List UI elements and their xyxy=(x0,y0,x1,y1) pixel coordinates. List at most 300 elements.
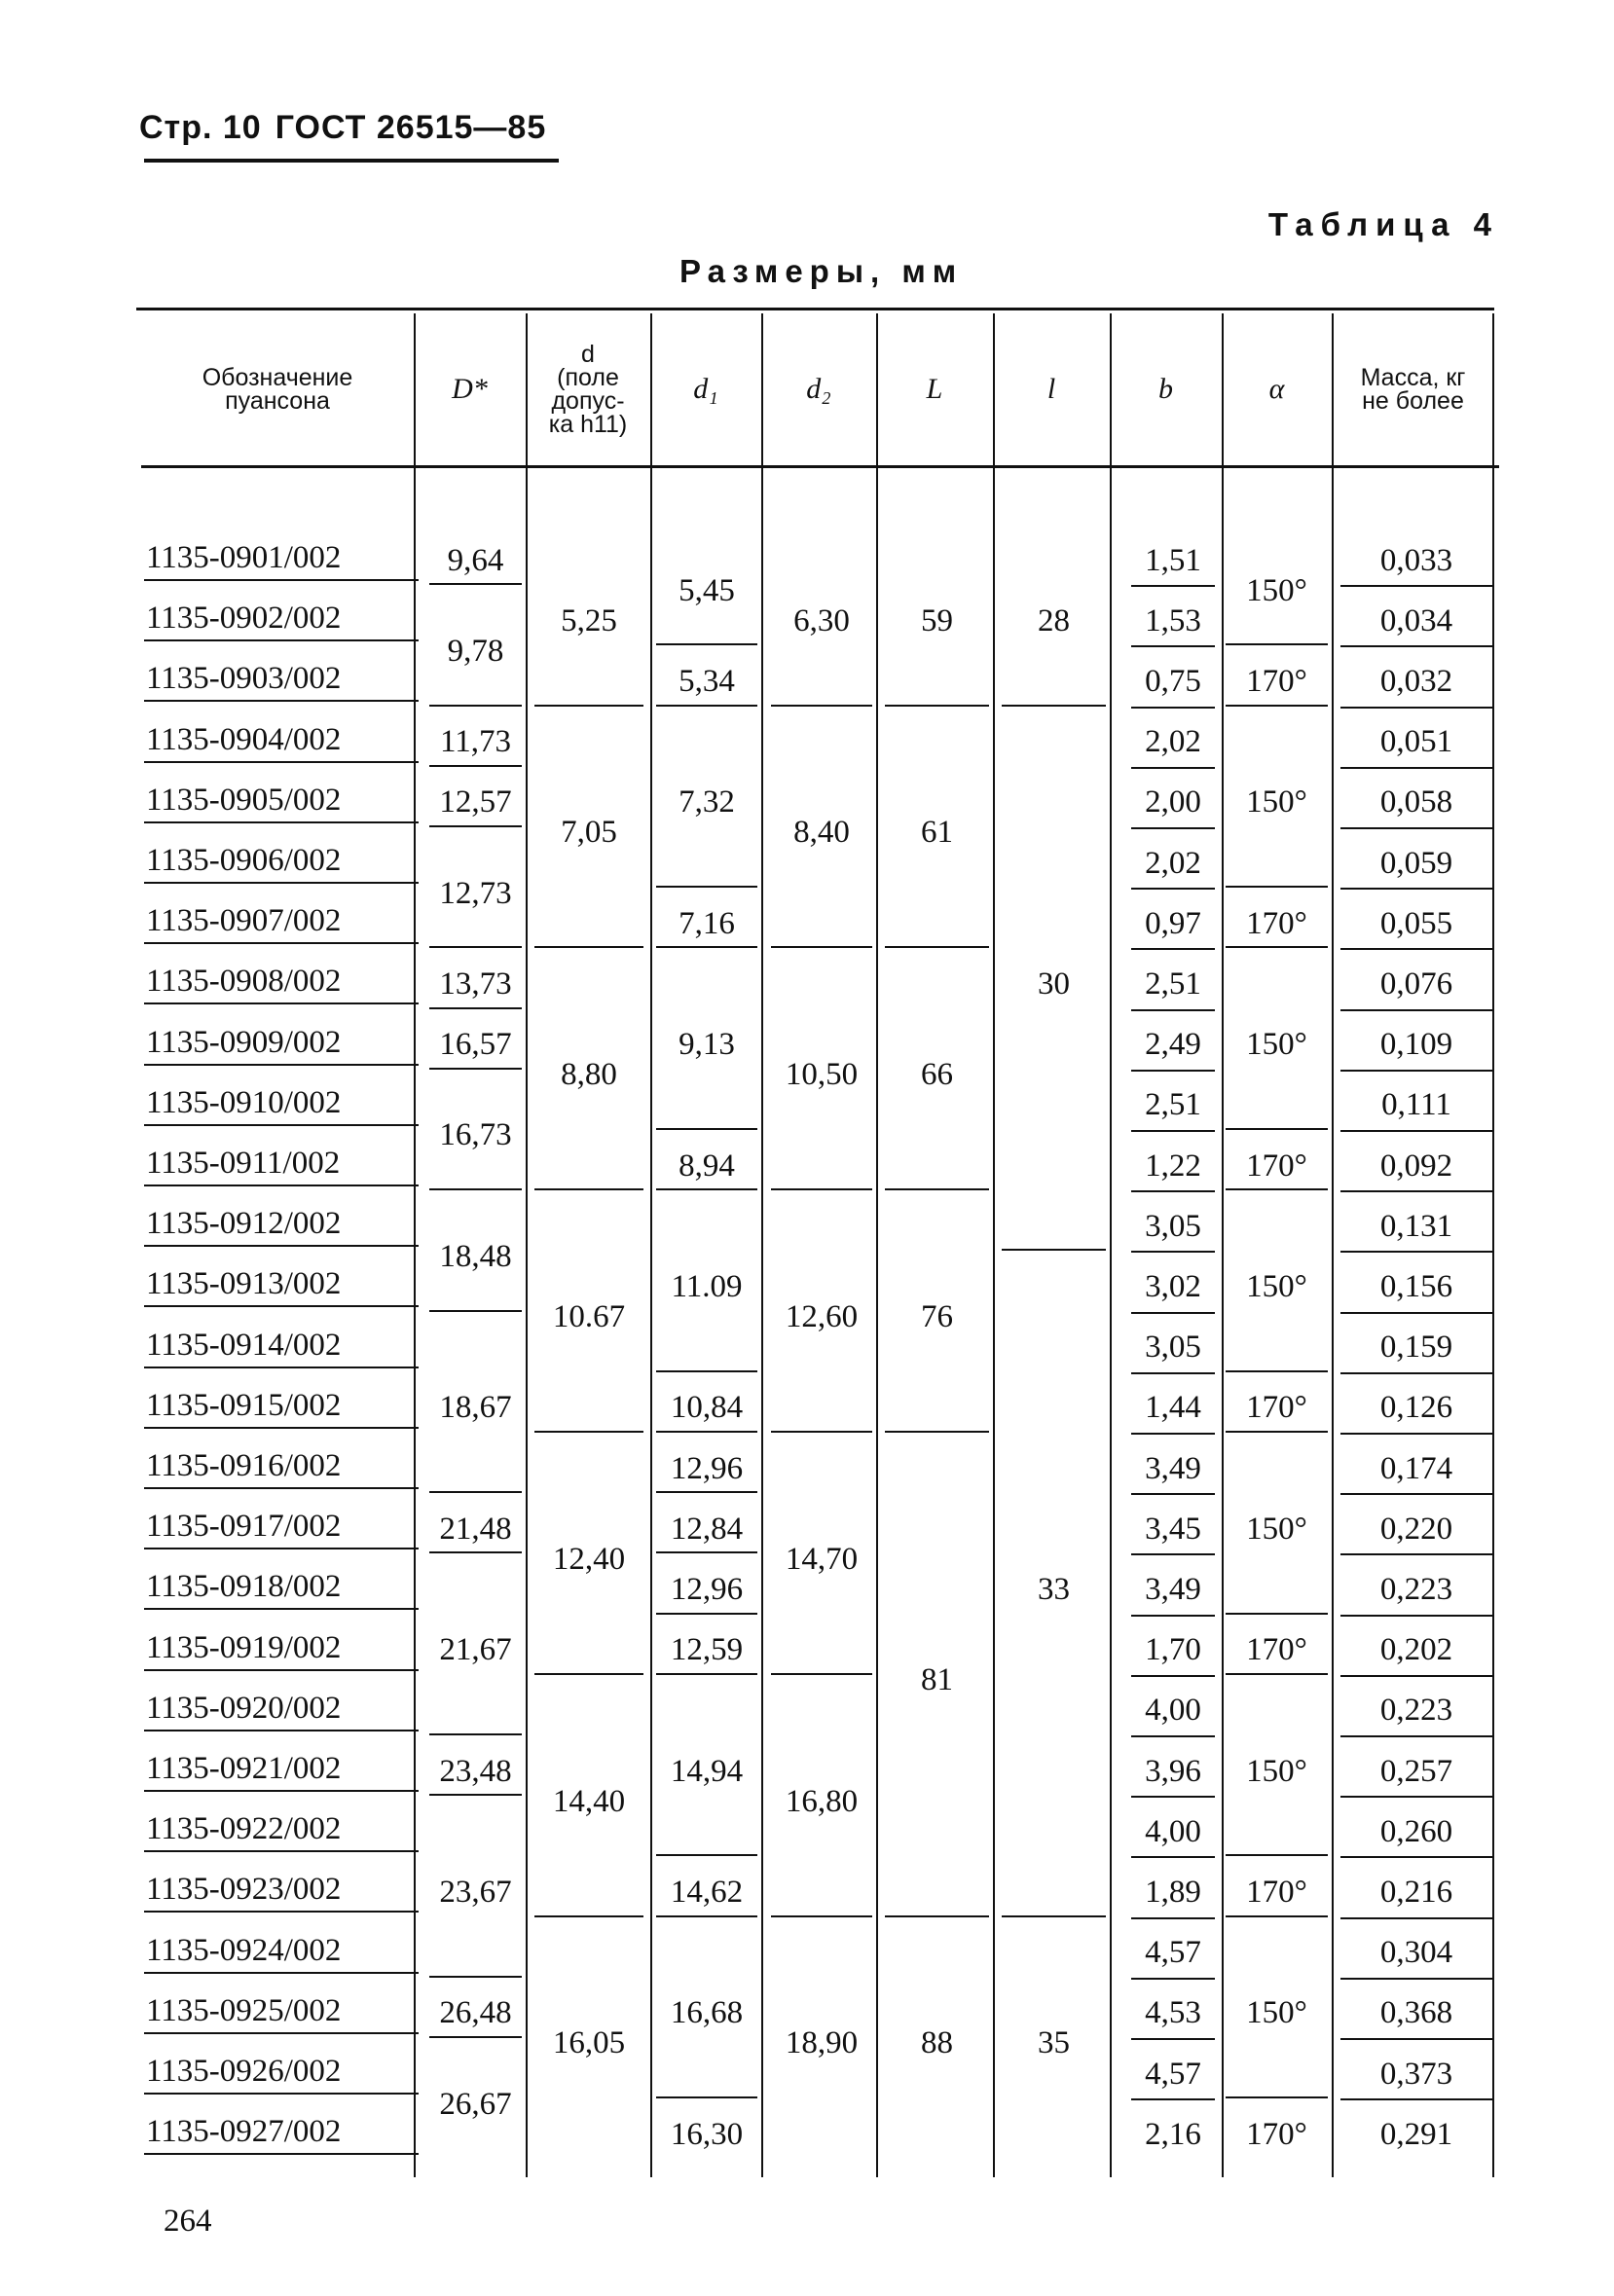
designation-cell: 1135-0915/002 xyxy=(146,1387,342,1423)
designation-underline xyxy=(144,2032,419,2034)
d1-cell: 14,94 xyxy=(670,1753,744,1789)
d-cell: 7,05 xyxy=(561,815,617,851)
D-cell: 9,64 xyxy=(447,542,504,578)
d1-cell: 11.09 xyxy=(671,1268,743,1304)
b-row-rule xyxy=(1131,1917,1215,1919)
column-header-d: d (поле допус- ка h11) xyxy=(548,341,628,438)
L-cell: 66 xyxy=(921,1057,953,1093)
designation-cell: 1135-0921/002 xyxy=(146,1751,342,1786)
L-group-rule xyxy=(885,1188,989,1190)
designation-underline xyxy=(144,1427,419,1429)
mass-cell: 0,111 xyxy=(1381,1087,1451,1123)
mass-cell: 0,109 xyxy=(1379,1027,1453,1063)
alpha-group-rule xyxy=(1226,1915,1328,1917)
l-cell: 35 xyxy=(1038,2025,1070,2061)
column-divider xyxy=(1110,313,1112,2177)
d1-cell: 5,34 xyxy=(679,663,735,699)
b-row-rule xyxy=(1131,707,1215,709)
designation-cell: 1135-0903/002 xyxy=(146,661,342,697)
d1-group-rule xyxy=(656,946,757,948)
L-group-rule xyxy=(885,1431,989,1433)
alpha-cell: 150° xyxy=(1246,572,1307,608)
mass-row-rule xyxy=(1340,1493,1492,1495)
b-cell: 2,02 xyxy=(1145,724,1201,760)
designation-cell: 1135-0901/002 xyxy=(146,540,342,575)
mass-cell: 0,257 xyxy=(1379,1753,1453,1789)
designation-underline xyxy=(144,1850,419,1852)
d1-cell: 14,62 xyxy=(670,1874,744,1910)
header-rule xyxy=(144,159,559,163)
b-row-rule xyxy=(1131,767,1215,769)
designation-underline xyxy=(144,1487,419,1489)
mass-cell: 0,220 xyxy=(1379,1511,1453,1547)
mass-cell: 0,058 xyxy=(1379,784,1453,820)
mass-row-rule xyxy=(1340,767,1492,769)
alpha-cell: 170° xyxy=(1246,663,1307,699)
alpha-group-rule xyxy=(1226,1431,1328,1433)
page-label: Стр. 10 xyxy=(139,109,262,146)
d1-cell: 12,96 xyxy=(670,1571,744,1607)
page-header xyxy=(139,109,560,147)
b-cell: 2,51 xyxy=(1145,966,1201,1002)
b-row-rule xyxy=(1131,1493,1215,1495)
column-divider xyxy=(1332,313,1334,2177)
b-cell: 3,49 xyxy=(1145,1450,1201,1486)
mass-row-rule xyxy=(1340,585,1492,587)
table-number: Таблица 4 xyxy=(1267,206,1499,242)
b-cell: 3,05 xyxy=(1145,1330,1201,1366)
b-row-rule xyxy=(1131,827,1215,829)
D-cell: 16,73 xyxy=(439,1117,512,1153)
b-cell: 0,75 xyxy=(1145,663,1201,699)
d-group-rule xyxy=(534,1673,643,1675)
designation-underline xyxy=(144,639,419,641)
mass-cell: 0,131 xyxy=(1379,1208,1453,1244)
mass-cell: 0,076 xyxy=(1379,966,1453,1002)
b-cell: 2,02 xyxy=(1145,845,1201,881)
D-cell: 16,57 xyxy=(439,1027,512,1063)
mass-row-rule xyxy=(1340,1735,1492,1737)
L-cell: 81 xyxy=(921,1662,953,1698)
D-cell: 12,57 xyxy=(439,784,512,820)
L-cell: 61 xyxy=(921,815,953,851)
designation-cell: 1135-0917/002 xyxy=(146,1509,342,1545)
designation-cell: 1135-0922/002 xyxy=(146,1811,342,1847)
d1-group-rule xyxy=(656,1431,757,1433)
designation-cell: 1135-0913/002 xyxy=(146,1266,342,1302)
d1-group-rule xyxy=(656,1915,757,1917)
mass-row-rule xyxy=(1340,2098,1492,2100)
L-group-rule xyxy=(885,705,989,707)
column-divider xyxy=(993,313,995,2177)
designation-underline xyxy=(144,1669,419,1671)
d-cell: 10.67 xyxy=(552,1299,626,1335)
d1-cell: 7,16 xyxy=(679,905,735,941)
designation-cell: 1135-0924/002 xyxy=(146,1932,342,1968)
b-row-rule xyxy=(1131,1735,1215,1737)
alpha-cell: 170° xyxy=(1246,1632,1307,1668)
alpha-cell: 150° xyxy=(1246,1995,1307,2031)
designation-underline xyxy=(144,942,419,944)
d-cell: 8,80 xyxy=(561,1057,617,1093)
D-group-rule xyxy=(429,705,522,707)
d-group-rule xyxy=(534,1431,643,1433)
b-row-rule xyxy=(1131,1009,1215,1011)
D-cell: 23,67 xyxy=(439,1874,512,1910)
D-group-rule xyxy=(429,1976,522,1978)
designation-underline xyxy=(144,882,419,884)
d1-cell: 12,84 xyxy=(670,1511,744,1547)
column-divider xyxy=(761,313,763,2177)
designation-underline xyxy=(144,761,419,763)
b-row-rule xyxy=(1131,1070,1215,1072)
mass-cell: 0,059 xyxy=(1379,845,1453,881)
b-row-rule xyxy=(1131,1433,1215,1435)
d1-cell: 9,13 xyxy=(679,1027,735,1063)
b-cell: 2,51 xyxy=(1145,1087,1201,1123)
d-group-rule xyxy=(534,946,643,948)
designation-underline xyxy=(144,1972,419,1974)
D-group-rule xyxy=(429,1794,522,1796)
designation-underline xyxy=(144,821,419,823)
D-group-rule xyxy=(429,583,522,585)
mass-row-rule xyxy=(1340,1553,1492,1555)
d-cell: 14,40 xyxy=(552,1783,626,1819)
mass-row-rule xyxy=(1340,1796,1492,1798)
b-row-rule xyxy=(1131,1312,1215,1314)
d1-group-rule xyxy=(656,2096,757,2098)
column-header-alpha: α xyxy=(1268,373,1285,405)
mass-row-rule xyxy=(1340,1190,1492,1192)
mass-row-rule xyxy=(1340,948,1492,950)
mass-cell: 0,368 xyxy=(1379,1995,1453,2031)
mass-row-rule xyxy=(1340,1070,1492,1072)
d1-cell: 7,32 xyxy=(679,784,735,820)
column-header-designation: Обозначение пуансона xyxy=(202,364,353,415)
l-group-rule xyxy=(1002,1249,1106,1251)
designation-cell: 1135-0912/002 xyxy=(146,1206,342,1242)
standard-label: ГОСТ 26515—85 xyxy=(275,109,547,146)
designation-underline xyxy=(144,1730,419,1731)
d2-group-rule xyxy=(771,1915,872,1917)
D-cell: 26,48 xyxy=(439,1995,512,2031)
designation-cell: 1135-0902/002 xyxy=(146,601,342,637)
column-header-l: l xyxy=(1046,373,1056,405)
designation-underline xyxy=(144,700,419,702)
d2-cell: 12,60 xyxy=(785,1299,859,1335)
mass-row-rule xyxy=(1340,1917,1492,1919)
alpha-group-rule xyxy=(1226,1370,1328,1372)
designation-cell: 1135-0907/002 xyxy=(146,903,342,939)
alpha-cell: 150° xyxy=(1246,1027,1307,1063)
D-group-rule xyxy=(429,2036,522,2038)
L-group-rule xyxy=(885,946,989,948)
b-row-rule xyxy=(1131,1251,1215,1253)
designation-cell: 1135-0927/002 xyxy=(146,2114,342,2150)
b-row-rule xyxy=(1131,1796,1215,1798)
d1-cell: 16,30 xyxy=(670,2116,744,2152)
d1-cell: 12,59 xyxy=(670,1632,744,1668)
designation-underline xyxy=(144,1548,419,1549)
b-cell: 1,51 xyxy=(1145,542,1201,578)
b-row-rule xyxy=(1131,585,1215,587)
column-divider xyxy=(876,313,878,2177)
D-cell: 11,73 xyxy=(439,724,512,760)
designation-underline xyxy=(144,2153,419,2155)
alpha-cell: 170° xyxy=(1246,1148,1307,1184)
mass-cell: 0,223 xyxy=(1379,1571,1453,1607)
mass-cell: 0,260 xyxy=(1379,1813,1453,1849)
D-group-rule xyxy=(429,1733,522,1735)
mass-row-rule xyxy=(1340,707,1492,709)
D-group-rule xyxy=(429,946,522,948)
b-cell: 3,05 xyxy=(1145,1208,1201,1244)
b-row-rule xyxy=(1131,1856,1215,1858)
l-group-rule xyxy=(1002,1915,1106,1917)
d-cell: 5,25 xyxy=(561,602,617,638)
alpha-group-rule xyxy=(1226,643,1328,645)
column-header-d2: d₂ xyxy=(806,373,831,405)
mass-cell: 0,174 xyxy=(1379,1450,1453,1486)
alpha-cell: 150° xyxy=(1246,1511,1307,1547)
alpha-cell: 170° xyxy=(1246,1390,1307,1426)
designation-underline xyxy=(144,1367,419,1368)
D-cell: 18,67 xyxy=(439,1390,512,1426)
alpha-cell: 170° xyxy=(1246,2116,1307,2152)
D-cell: 21,48 xyxy=(439,1511,512,1547)
b-row-rule xyxy=(1131,645,1215,647)
column-header-b: b xyxy=(1158,373,1173,405)
designation-underline xyxy=(144,1911,419,1913)
mass-row-rule xyxy=(1340,888,1492,890)
b-cell: 3,02 xyxy=(1145,1268,1201,1304)
mass-cell: 0,034 xyxy=(1379,602,1453,638)
D-cell: 13,73 xyxy=(439,966,512,1002)
b-row-rule xyxy=(1131,1978,1215,1980)
designation-underline xyxy=(144,1184,419,1186)
mass-cell: 0,223 xyxy=(1379,1693,1453,1729)
d1-group-rule xyxy=(656,1673,757,1675)
b-cell: 2,16 xyxy=(1145,2116,1201,2152)
designation-cell: 1135-0911/002 xyxy=(146,1146,341,1181)
l-cell: 30 xyxy=(1038,966,1070,1002)
d2-group-rule xyxy=(771,1188,872,1190)
d1-group-rule xyxy=(656,1854,757,1856)
alpha-group-rule xyxy=(1226,946,1328,948)
mass-row-rule xyxy=(1340,1978,1492,1980)
D-group-rule xyxy=(429,765,522,767)
mass-cell: 0,033 xyxy=(1379,542,1453,578)
b-cell: 4,57 xyxy=(1145,1935,1201,1971)
mass-cell: 0,055 xyxy=(1379,905,1453,941)
b-cell: 4,57 xyxy=(1145,2056,1201,2092)
d2-cell: 6,30 xyxy=(793,602,850,638)
d1-group-rule xyxy=(656,643,757,645)
d1-cell: 8,94 xyxy=(679,1148,735,1184)
mass-row-rule xyxy=(1340,645,1492,647)
designation-cell: 1135-0920/002 xyxy=(146,1690,342,1726)
b-cell: 1,53 xyxy=(1145,602,1201,638)
mass-cell: 0,304 xyxy=(1379,1935,1453,1971)
designation-cell: 1135-0904/002 xyxy=(146,721,342,757)
alpha-group-rule xyxy=(1226,1128,1328,1130)
alpha-group-rule xyxy=(1226,1673,1328,1675)
l-cell: 33 xyxy=(1038,1571,1070,1607)
mass-cell: 0,051 xyxy=(1379,724,1453,760)
mass-cell: 0,202 xyxy=(1379,1632,1453,1668)
D-cell: 23,48 xyxy=(439,1753,512,1789)
D-cell: 12,73 xyxy=(439,875,512,911)
mass-row-rule xyxy=(1340,1433,1492,1435)
designation-cell: 1135-0905/002 xyxy=(146,782,342,818)
D-cell: 18,48 xyxy=(439,1238,512,1274)
alpha-cell: 150° xyxy=(1246,1268,1307,1304)
mass-cell: 0,156 xyxy=(1379,1268,1453,1304)
d1-group-rule xyxy=(656,1188,757,1190)
D-group-rule xyxy=(429,1310,522,1312)
designation-underline xyxy=(144,1245,419,1247)
designation-cell: 1135-0906/002 xyxy=(146,843,342,878)
d1-group-rule xyxy=(656,1551,757,1553)
designation-cell: 1135-0916/002 xyxy=(146,1448,342,1483)
d2-cell: 14,70 xyxy=(785,1541,859,1577)
designation-cell: 1135-0918/002 xyxy=(146,1569,342,1605)
mass-cell: 0,032 xyxy=(1379,663,1453,699)
designation-cell: 1135-0919/002 xyxy=(146,1629,342,1665)
alpha-group-rule xyxy=(1226,705,1328,707)
column-header-L: L xyxy=(926,373,943,405)
page-number: 264 xyxy=(164,2204,212,2239)
d2-cell: 10,50 xyxy=(785,1057,859,1093)
b-cell: 1,44 xyxy=(1145,1390,1201,1426)
designation-underline xyxy=(144,579,419,581)
designation-cell: 1135-0923/002 xyxy=(146,1872,342,1908)
D-group-rule xyxy=(429,1068,522,1070)
alpha-group-rule xyxy=(1226,886,1328,888)
b-row-rule xyxy=(1131,1553,1215,1555)
D-group-rule xyxy=(429,825,522,827)
d1-cell: 5,45 xyxy=(679,572,735,608)
alpha-group-rule xyxy=(1226,1188,1328,1190)
d2-group-rule xyxy=(771,705,872,707)
column-header-mass: Масса, кг не более xyxy=(1360,364,1466,415)
b-cell: 1,70 xyxy=(1145,1632,1201,1668)
designation-cell: 1135-0910/002 xyxy=(146,1084,342,1120)
designation-underline xyxy=(144,1790,419,1792)
d1-group-rule xyxy=(656,1613,757,1615)
d2-cell: 8,40 xyxy=(793,815,850,851)
mass-cell: 0,373 xyxy=(1379,2056,1453,2092)
b-cell: 4,00 xyxy=(1145,1693,1201,1729)
D-cell: 21,67 xyxy=(439,1632,512,1668)
d-group-rule xyxy=(534,1915,643,1917)
b-cell: 1,22 xyxy=(1145,1148,1201,1184)
L-cell: 59 xyxy=(921,602,953,638)
designation-underline xyxy=(144,1124,419,1126)
b-cell: 2,00 xyxy=(1145,784,1201,820)
d2-group-rule xyxy=(771,1673,872,1675)
d-group-rule xyxy=(534,1188,643,1190)
d-group-rule xyxy=(534,705,643,707)
alpha-group-rule xyxy=(1226,2096,1328,2098)
alpha-cell: 170° xyxy=(1246,905,1307,941)
mass-cell: 0,126 xyxy=(1379,1390,1453,1426)
designation-cell: 1135-0908/002 xyxy=(146,964,342,1000)
alpha-cell: 150° xyxy=(1246,784,1307,820)
mass-row-rule xyxy=(1340,1372,1492,1374)
b-cell: 3,45 xyxy=(1145,1511,1201,1547)
d-cell: 12,40 xyxy=(552,1541,626,1577)
table-subtitle: Размеры, мм xyxy=(679,253,964,289)
d2-group-rule xyxy=(771,946,872,948)
D-cell: 9,78 xyxy=(447,633,504,669)
header-bottom-rule xyxy=(141,465,1499,468)
alpha-cell: 150° xyxy=(1246,1753,1307,1789)
mass-cell: 0,216 xyxy=(1379,1874,1453,1910)
d2-cell: 16,80 xyxy=(785,1783,859,1819)
designation-underline xyxy=(144,2093,419,2095)
mass-row-rule xyxy=(1340,827,1492,829)
l-group-rule xyxy=(1002,705,1106,707)
b-row-rule xyxy=(1131,1675,1215,1677)
d1-group-rule xyxy=(656,1370,757,1372)
mass-row-rule xyxy=(1340,1009,1492,1011)
d1-cell: 12,96 xyxy=(670,1450,744,1486)
designation-cell: 1135-0909/002 xyxy=(146,1024,342,1060)
b-cell: 2,49 xyxy=(1145,1027,1201,1063)
b-row-rule xyxy=(1131,1190,1215,1192)
mass-row-rule xyxy=(1340,1312,1492,1314)
d1-group-rule xyxy=(656,705,757,707)
b-row-rule xyxy=(1131,1615,1215,1617)
mass-row-rule xyxy=(1340,2038,1492,2040)
mass-row-rule xyxy=(1340,1130,1492,1132)
b-cell: 0,97 xyxy=(1145,905,1201,941)
designation-underline xyxy=(144,1002,419,1004)
alpha-group-rule xyxy=(1226,1854,1328,1856)
mass-row-rule xyxy=(1340,1251,1492,1253)
d2-cell: 18,90 xyxy=(785,2025,859,2061)
column-header-d1: d₁ xyxy=(693,373,718,405)
d-cell: 16,05 xyxy=(552,2025,626,2061)
designation-underline xyxy=(144,1305,419,1307)
d2-group-rule xyxy=(771,1431,872,1433)
D-group-rule xyxy=(429,1007,522,1009)
D-group-rule xyxy=(429,1188,522,1190)
L-group-rule xyxy=(885,1915,989,1917)
D-cell: 26,67 xyxy=(439,2086,512,2122)
mass-row-rule xyxy=(1340,1675,1492,1677)
b-cell: 3,96 xyxy=(1145,1753,1201,1789)
b-cell: 3,49 xyxy=(1145,1571,1201,1607)
l-cell: 28 xyxy=(1038,602,1070,638)
mass-cell: 0,159 xyxy=(1379,1330,1453,1366)
d1-group-rule xyxy=(656,1491,757,1493)
d1-cell: 10,84 xyxy=(670,1390,744,1426)
d1-group-rule xyxy=(656,886,757,888)
b-row-rule xyxy=(1131,2038,1215,2040)
mass-row-rule xyxy=(1340,1615,1492,1617)
b-cell: 1,89 xyxy=(1145,1874,1201,1910)
mass-cell: 0,291 xyxy=(1379,2116,1453,2152)
D-group-rule xyxy=(429,1551,522,1553)
b-row-rule xyxy=(1131,1372,1215,1374)
mass-row-rule xyxy=(1340,1856,1492,1858)
b-row-rule xyxy=(1131,888,1215,890)
alpha-cell: 170° xyxy=(1246,1874,1307,1910)
designation-underline xyxy=(144,1608,419,1610)
b-cell: 4,53 xyxy=(1145,1995,1201,2031)
